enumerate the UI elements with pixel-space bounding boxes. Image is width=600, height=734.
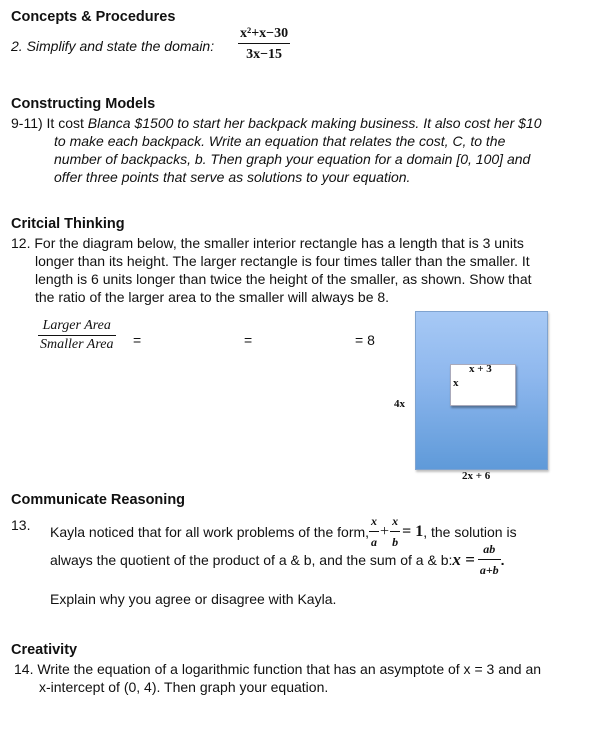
problem-number: 9-11) <box>11 115 43 131</box>
problem-text-line: 12. For the diagram below, the smaller interior rectangle has a length that is 3 units <box>11 235 524 251</box>
problem-text-line: x-intercept of (0, 4). Then graph your equation. <box>39 679 329 695</box>
section-heading-creativity: Creativity <box>11 642 78 658</box>
plus-sign: + <box>380 522 390 540</box>
equals-one: = 1 <box>402 522 424 540</box>
problem-9-11 <box>11 114 596 186</box>
denominator: a+b <box>478 559 501 579</box>
label-outer-height: 4x <box>394 398 405 410</box>
numerator: x <box>371 514 378 528</box>
problem-text: always the quotient of the product of a & b, and the sum of a & b: <box>50 551 453 568</box>
problem-text-line: number of backpacks, b. Then graph your equation for a domain [0, 100] and <box>54 151 531 167</box>
problem-text-line: longer than its height. The larger rectangle is four times taller than the smaller. It <box>35 253 530 269</box>
numerator: x <box>392 514 399 528</box>
label-inner-length: x + 3 <box>469 363 492 375</box>
problem-text: It cost <box>46 115 88 131</box>
problem-13-line2 <box>50 540 505 579</box>
section-heading-communicate: Communicate Reasoning <box>11 492 186 508</box>
equals-eight: = 8 <box>355 332 375 348</box>
ratio-numerator: Larger Area <box>42 318 111 333</box>
equals-sign: = <box>133 332 142 348</box>
fraction-denominator: 3x−15 <box>238 43 290 63</box>
fraction-ab-over-a-plus-b <box>478 540 501 579</box>
period: . <box>500 551 505 568</box>
problem-text-line: the ratio of the larger area to the smaller will always be 8. <box>35 289 390 305</box>
section-heading-critical: Critcial Thinking <box>11 216 125 232</box>
label-inner-height: x <box>453 377 459 389</box>
ratio-denominator: Smaller Area <box>40 337 114 352</box>
equals-sign: = <box>244 332 253 348</box>
problem-text-line: length is 6 units longer than twice the height of the smaller, as shown. Show that <box>35 271 532 287</box>
ratio-fraction <box>38 318 116 353</box>
problem-13-number: 13. <box>11 517 31 533</box>
fraction-numerator: x²+x−30 <box>240 26 289 41</box>
label-outer-length: 2x + 6 <box>462 470 491 482</box>
problem-2-fraction <box>238 26 290 63</box>
problem-text: , the solution is <box>423 523 517 540</box>
problem-12 <box>11 234 596 306</box>
section-heading-concepts: Concepts & Procedures <box>11 9 176 25</box>
problem-text-line: to make each backpack. Write an equation that relates the cost, C, to the <box>54 133 506 149</box>
denominator: b <box>390 531 400 551</box>
problem-13-line3: Explain why you agree or disagree with Kayla. <box>50 591 337 607</box>
problem-text: Kayla noticed that for all work problems of the form, <box>50 523 370 540</box>
problem-2-prompt: 2. Simplify and state the domain: <box>11 38 215 54</box>
section-heading-models: Constructing Models <box>11 96 156 112</box>
numerator: ab <box>483 542 496 556</box>
denominator: a <box>369 531 379 551</box>
problem-text-line: offer three points that serve as solutions to your equation. <box>54 169 411 185</box>
x-equals: x = <box>452 549 475 569</box>
problem-text-italic: Blanca $1500 to start her backpack making business. It also cost her $10 <box>87 115 542 131</box>
problem-14 <box>14 660 599 696</box>
problem-text-line: 14. Write the equation of a logarithmic function that has an asymptote of x = 3 and an <box>14 661 542 677</box>
